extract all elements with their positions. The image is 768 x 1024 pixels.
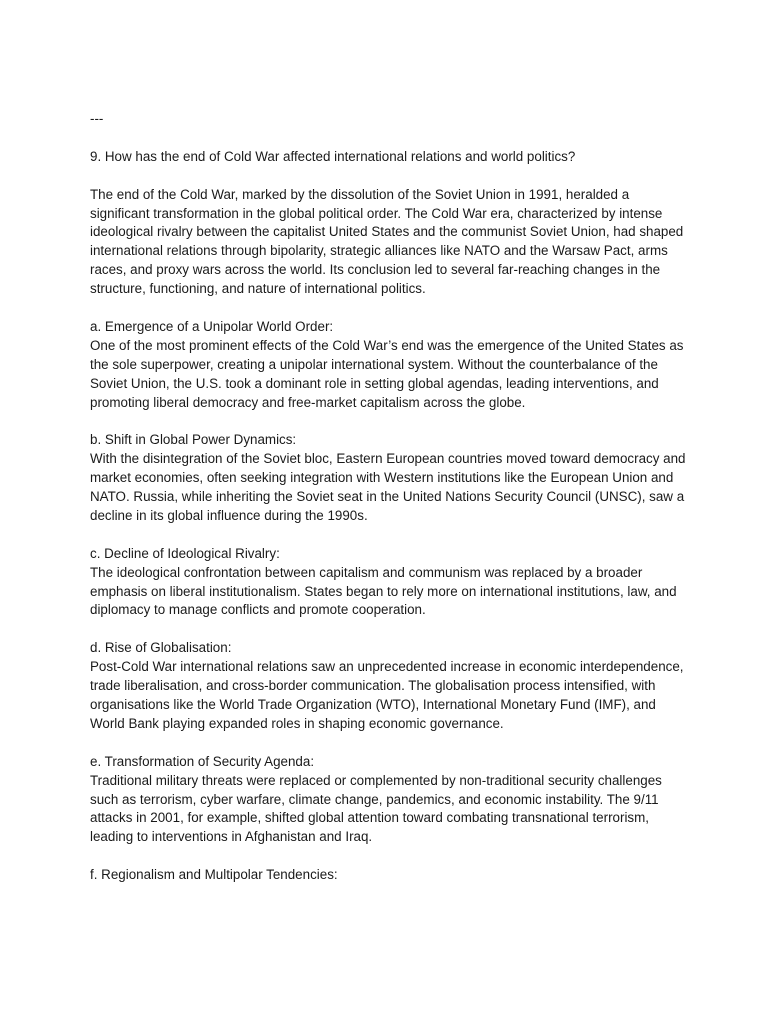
section-body: The ideological confrontation between capitalism and communism was replaced by a broader emphasis on liberal institutionalism. States began to rely more on international institutions, law, and diplomacy to manage conflicts and promote cooperation. <box>90 564 681 618</box>
section-heading: e. Transformation of Security Agenda: <box>90 753 315 769</box>
intro-paragraph: The end of the Cold War, marked by the dissolution of the Soviet Union in 1991, heralded a significant transformation in the global political order. The Cold War era, characterized by intense ideological rivalry between the capitalist United States and the communist Soviet Union, had shaped international relations through bipolarity, strategic alliances like NATO and the Warsaw Pact, arms races, and proxy wars across the world. Its conclusion led to several far-reaching changes in the structure, functioning, and nature of international politics. <box>90 186 687 297</box>
spacer <box>90 526 690 545</box>
section-body: With the disintegration of the Soviet bloc, Eastern European countries moved toward democracy and market economies, often seeking integration with Western institutions like the European Union and NATO. Russia, while inheriting the Soviet seat in the United Nations Security Council (UNSC), saw a decline in its global influence during the 1990s. <box>90 451 690 523</box>
spacer <box>90 129 690 148</box>
section-body: One of the most prominent effects of the Cold War’s end was the emergence of the United States as the sole superpower, creating a unipolar international system. Without the counterbalance of the Soviet Union, the U.S. took a dominant role in setting global agendas, leading interventions, and promoting liberal democracy and free-market capitalism across the globe. <box>90 337 688 410</box>
spacer <box>90 412 690 431</box>
spacer <box>90 620 690 639</box>
spacer <box>90 299 690 318</box>
spacer <box>90 167 690 186</box>
section-heading: b. Shift in Global Power Dynamics: <box>90 432 297 448</box>
spacer <box>90 847 690 866</box>
question-heading: 9. How has the end of Cold War affected international relations and world politics? <box>90 148 576 164</box>
spacer <box>90 734 690 753</box>
section-heading: c. Decline of Ideological Rivalry: <box>90 545 280 561</box>
section-body: Traditional military threats were replaced or complemented by non-traditional security challenges such as terrorism, cyber warfare, climate change, pandemics, and economic instability. The 9/11 attacks in 2001, for example, shifted global attention toward combating transnational terrorism, leading to interventions in Afghanistan and Iraq. <box>90 772 666 845</box>
section-body: Post-Cold War international relations saw an unprecedented increase in economic interdependence, trade liberalisation, and cross-border communication. The globalisation process intensified, with organisations like the World Trade Organization (WTO), International Monetary Fund (IMF), and World Bank playing expanded roles in shaping economic governance. <box>90 659 688 731</box>
section-heading: d. Rise of Globalisation: <box>90 640 232 656</box>
section-heading: f. Regionalism and Multipolar Tendencies: <box>90 867 338 883</box>
separator: --- <box>90 111 104 126</box>
section-heading: a. Emergence of a Unipolar World Order: <box>90 318 334 334</box>
document-page <box>90 110 690 885</box>
